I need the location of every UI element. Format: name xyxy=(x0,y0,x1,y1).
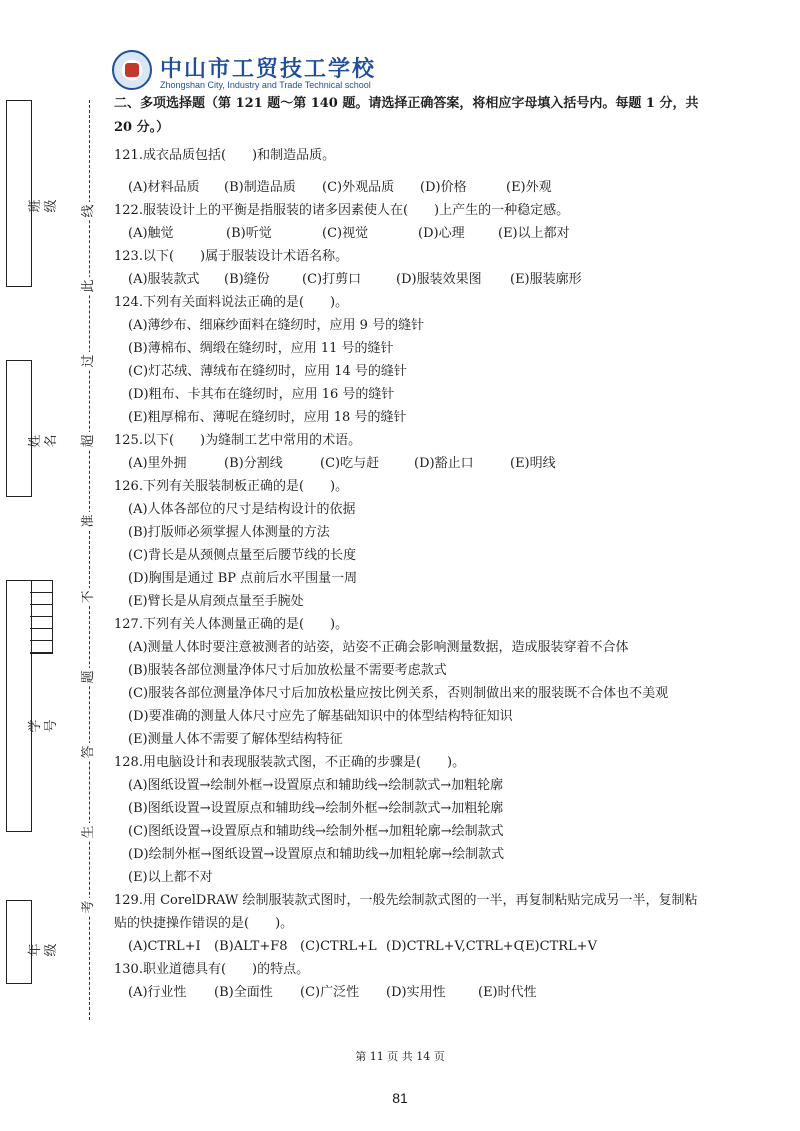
option: (D)胸围是通过 BP 点前后水平围量一周 xyxy=(128,571,358,586)
seal-char: 题 xyxy=(80,668,98,686)
question-stem: 121.成衣品质包括( )和制造品质。 xyxy=(114,148,336,163)
option: (D)粗布、卡其布在缝纫时，应用 16 号的缝针 xyxy=(128,387,395,402)
option: (D)绘制外框→图纸设置→设置原点和辅助线→加粗轮廓→绘制款式 xyxy=(128,847,505,862)
option: (B)ALT+F8 xyxy=(214,939,288,954)
option: (B)缝份 xyxy=(224,272,270,287)
question xyxy=(114,613,704,751)
option: (A)行业性 xyxy=(128,985,187,1000)
seal-char: 答 xyxy=(80,743,98,761)
seal-char: 生 xyxy=(80,823,98,841)
option: (C)灯芯绒、薄绒布在缝纫时，应用 14 号的缝针 xyxy=(128,364,407,379)
option: (B)打版师必须掌握人体测量的方法 xyxy=(128,525,330,540)
option: (C)服装各部位测量净体尺寸后加放松量应按比例关系，否则制做出来的服装既不合体也不美观 xyxy=(128,686,669,701)
student-id-grid xyxy=(30,580,53,654)
option: (D)服装效果图 xyxy=(396,272,482,287)
option: (C)背长是从颈侧点量至后腰节线的长度 xyxy=(128,548,357,563)
question-stem: 128.用电脑设计和表现服装款式图，不正确的步骤是( )。 xyxy=(114,755,466,770)
option-row xyxy=(114,268,704,291)
option-row xyxy=(114,452,704,475)
option: (B)制造品质 xyxy=(224,180,296,195)
option: (E)CTRL+V xyxy=(520,939,597,954)
option: (E)粗厚棉布、薄呢在缝纫时，应用 18 号的缝针 xyxy=(128,410,407,425)
option: (D)实用性 xyxy=(386,985,446,1000)
question xyxy=(114,199,704,245)
school-name-en: Zhongshan City, Industry and Trade Technical school xyxy=(160,80,371,90)
question xyxy=(114,889,704,958)
option: (D)价格 xyxy=(420,180,467,195)
option: (A)图纸设置→绘制外框→设置原点和辅助线→绘制款式→加粗轮廓 xyxy=(128,778,504,793)
option: (A)测量人体时要注意被测者的站姿，站姿不正确会影响测量数据，造成服装穿着不合体 xyxy=(128,640,629,655)
option: (C)外观品质 xyxy=(322,180,395,195)
option: (B)分割线 xyxy=(224,456,283,471)
name-label: 姓 名 xyxy=(28,421,59,448)
grade-label: 年 级 xyxy=(28,930,59,957)
option: (C)吃与赶 xyxy=(320,456,380,471)
option: (E)以上都不对 xyxy=(128,870,213,885)
option: (B)图纸设置→设置原点和辅助线→绘制外框→绘制款式→加粗轮廓 xyxy=(128,801,504,816)
option: (A)CTRL+I xyxy=(128,939,201,954)
question-stem: 122.服装设计上的平衡是指服装的诸多因素使人在( )上产生的一种稳定感。 xyxy=(114,203,570,218)
option: (E)服装廓形 xyxy=(510,272,582,287)
question xyxy=(114,245,704,291)
question xyxy=(114,429,704,475)
option-row xyxy=(114,981,704,1004)
option: (A)里外拥 xyxy=(128,456,187,471)
seal-char: 过 xyxy=(80,352,98,370)
question-stem: 123.以下( )属于服装设计术语名称。 xyxy=(114,249,349,264)
option: (B)薄棉布、绸缎在缝纫时，应用 11 号的缝针 xyxy=(128,341,394,356)
option: (D)要准确的测量人体尺寸应先了解基础知识中的体型结构特征知识 xyxy=(128,709,513,724)
option: (E)以上都对 xyxy=(498,226,570,241)
page-number: 81 xyxy=(392,1090,408,1106)
school-name-cn: 中山市工贸技工学校 xyxy=(160,56,377,82)
option: (D)CTRL+V,CTRL+C xyxy=(386,939,524,954)
option-row xyxy=(114,935,704,958)
seal-char: 线 xyxy=(80,202,98,220)
option: (A)服装款式 xyxy=(128,272,200,287)
question-stem: 127.下列有关人体测量正确的是( )。 xyxy=(114,617,349,632)
binding-strip xyxy=(0,0,110,1131)
school-emblem-icon xyxy=(112,50,152,90)
question-stem: 126.下列有关服装制板正确的是( )。 xyxy=(114,479,349,494)
option: (E)外观 xyxy=(506,180,552,195)
seal-char: 考 xyxy=(80,898,98,916)
option: (C)打剪口 xyxy=(302,272,362,287)
seal-dashed-line xyxy=(89,100,90,1020)
class-label: 班 级 xyxy=(28,186,59,213)
question xyxy=(114,958,704,1004)
option-row xyxy=(114,222,704,245)
option: (D)心理 xyxy=(418,226,465,241)
question xyxy=(114,291,704,429)
question-stem: 130.职业道德具有( )的特点。 xyxy=(114,962,310,977)
question xyxy=(114,751,704,889)
question-stem: 129.用 CorelDRAW 绘制服装款式图时，一般先绘制款式图的一半，再复制粘贴完成另一半，复制粘贴的快捷操作错误的是( )。 xyxy=(114,893,698,931)
seal-char: 超 xyxy=(80,432,98,450)
option: (E)臂长是从肩颈点量至手腕处 xyxy=(128,594,304,609)
question xyxy=(114,475,704,613)
question-stem: 125.以下( )为缝制工艺中常用的术语。 xyxy=(114,433,362,448)
question xyxy=(114,144,704,199)
option: (A)人体各部位的尺寸是结构设计的依据 xyxy=(128,502,356,517)
option: (C)广泛性 xyxy=(300,985,360,1000)
option: (E)测量人体不需要了解体型结构特征 xyxy=(128,732,343,747)
seal-char: 此 xyxy=(80,277,98,295)
seal-char: 不 xyxy=(80,588,98,606)
question-stem: 124.下列有关面料说法正确的是( )。 xyxy=(114,295,349,310)
student-id-label: 学 号 xyxy=(28,706,59,733)
option: (A)材料品质 xyxy=(128,180,200,195)
page-info: 第 11 页 共 14 页 xyxy=(355,1050,445,1063)
option: (D)豁止口 xyxy=(414,456,474,471)
option: (B)听觉 xyxy=(226,226,272,241)
exam-content xyxy=(114,92,704,1004)
seal-char: 准 xyxy=(80,512,98,530)
option-row xyxy=(114,176,704,199)
option: (B)服装各部位测量净体尺寸后加放松量不需要考虑款式 xyxy=(128,663,447,678)
option: (E)明线 xyxy=(510,456,556,471)
option: (B)全面性 xyxy=(214,985,273,1000)
option: (A)触觉 xyxy=(128,226,174,241)
option: (A)薄纱布、细麻纱面料在缝纫时，应用 9 号的缝针 xyxy=(128,318,425,333)
option: (C)CTRL+L xyxy=(300,939,377,954)
option: (C)图纸设置→设置原点和辅助线→绘制外框→加粗轮廓→绘制款式 xyxy=(128,824,504,839)
option: (C)视觉 xyxy=(322,226,369,241)
option: (E)时代性 xyxy=(478,985,537,1000)
section-title: 二、多项选择题（第 121 题～第 140 题。请选择正确答案，将相应字母填入括号内。每题 1 分，共 20 分。） xyxy=(114,96,699,135)
